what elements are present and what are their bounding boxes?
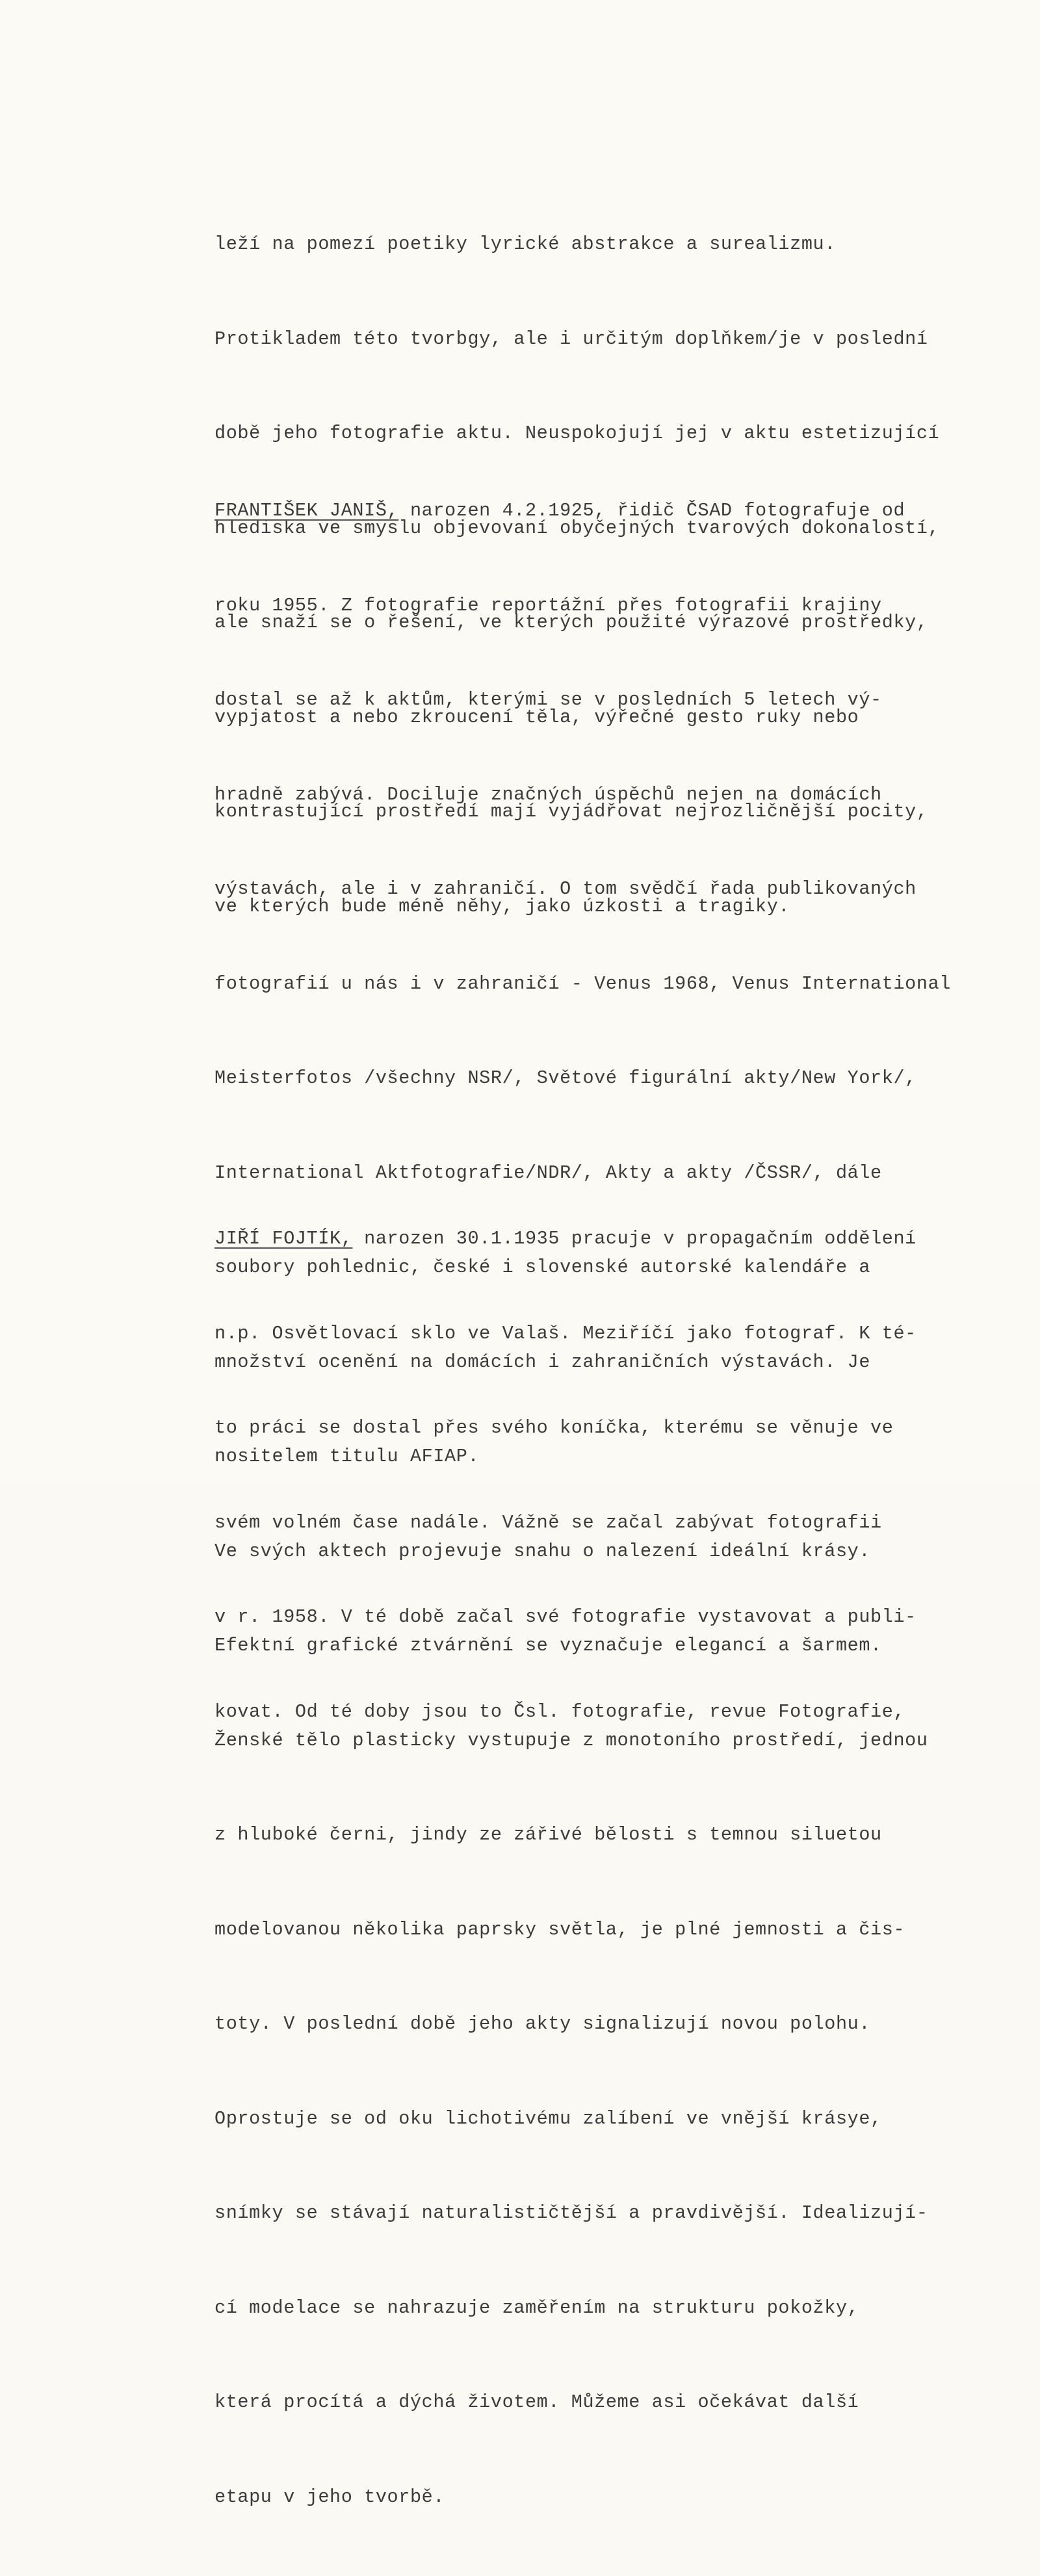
text-line: etapu v jeho tvorbě.	[214, 2486, 445, 2508]
text-line: to práci se dostal přes svého koníčka, kterému se věnuje ve	[214, 1417, 894, 1438]
text-line: v r. 1958. V té době začal své fotografie vystavovat a publi-	[214, 1606, 916, 1628]
text-line: z hluboké černi, jindy ze zářivé bělosti s temnou siluetou	[214, 1824, 882, 1845]
text-line: Ve svých aktech projevuje snahu o nalezení ideální krásy.	[214, 1540, 871, 1562]
text-line: cí modelace se nahrazuje zaměřením na strukturu pokožky,	[214, 2296, 859, 2319]
text-line: kovat. Od té doby jsou to Čsl. fotografie, revue Fotografie,	[214, 1700, 905, 1723]
text-line: snímky se stávají naturalističtější a pravdivější. Idealizují-	[214, 2202, 928, 2224]
person-name: JIŘÍ FOJTÍK,	[214, 1228, 353, 1249]
text-line: kontrastující prostředí mají vyjádřovat nejrozličnější pocity,	[214, 801, 928, 822]
paragraph-jiri-fojtik	[214, 1160, 1020, 1791]
text-line: fotografií u nás i v zahraničí - Venus 1968, Venus International	[214, 972, 951, 995]
text-line: Efektní grafické ztvárnění se vyznačuje elegancí a šarmem.	[214, 1635, 882, 1656]
text-line-first	[214, 495, 1020, 527]
text-fragment: narozen 4.2.1925, řidič ČSAD fotografuje od	[398, 500, 905, 521]
person-name: FRANTIŠEK JANIŠ,	[214, 500, 399, 521]
text-line: výstavách, ale i v zahraničí. O tom svědčí řada publikovaných	[214, 878, 916, 900]
text-line: soubory pohlednic, české i slovenské autorské kalendáře a	[214, 1256, 871, 1278]
text-line-first	[214, 1223, 1020, 1255]
text-line: době jeho fotografie aktu. Neuspokojují jej v aktu estetizující	[214, 423, 940, 444]
text-line: Ženské tělo plasticky vystupuje z monotoního prostředí, jednou	[214, 1729, 928, 1751]
text-line: hlediska ve smyslu objevovaní obyčejných tvarových dokonalostí,	[214, 517, 940, 539]
text-line: Meisterfotos /všechny NSR/, Světové figurální akty/New York/,	[214, 1067, 916, 1089]
text-line: dostal se až k aktům, kterými se v posledních 5 letech vý-	[214, 689, 882, 710]
text-line: svém volném čase nadále. Vážně se začal zabývat fotografii	[214, 1511, 882, 1533]
text-line: Protikladem této tvorbgy, ale i určitým doplňkem/je v poslední	[214, 328, 928, 350]
text-line: ve kterých bude méně něhy, jako úzkosti a tragiky.	[214, 895, 790, 917]
text-line: která procítá a dýchá životem. Můžeme asi očekávat další	[214, 2391, 859, 2413]
text-line: n.p. Osvětlovací sklo ve Valaš. Meziříčí jako fotograf. K té-	[214, 1322, 916, 1344]
text-line: Oprostuje se od oku lichotivému zalíbení ve vnější krásye,	[214, 2107, 882, 2129]
text-fragment: narozen 30.1.1935 pracuje v propagačním oddělení	[352, 1228, 916, 1249]
text-line: nositelem titulu AFIAP.	[214, 1446, 480, 1467]
text-line: množství ocenění na domácích i zahraničních výstavách. Je	[214, 1351, 871, 1373]
text-line: International Aktfotografie/NDR/, Akty a akty /ČSSR/, dále	[214, 1162, 882, 1184]
text-line: ale snaží se o řešení, ve kterých použité výrazové prostředky,	[214, 612, 928, 633]
text-line: toty. V poslední době jeho akty signalizují novou polohu.	[214, 2013, 871, 2035]
text-line: leží na pomezí poetiky lyrické abstrakce a surealizmu.	[214, 233, 836, 255]
text-line: hradně zabývá. Dociluje značných úspěchů nejen na domácích	[214, 783, 882, 805]
text-line: modelovanou několika paprsky světla, je plné jemnosti a čis-	[214, 1918, 905, 1940]
text-line: roku 1955. Z fotografie reportážní přes fotografii krajiny	[214, 594, 882, 616]
text-line: vypjatost a nebo zkroucení těla, výřečné gesto ruky nebo	[214, 706, 859, 728]
